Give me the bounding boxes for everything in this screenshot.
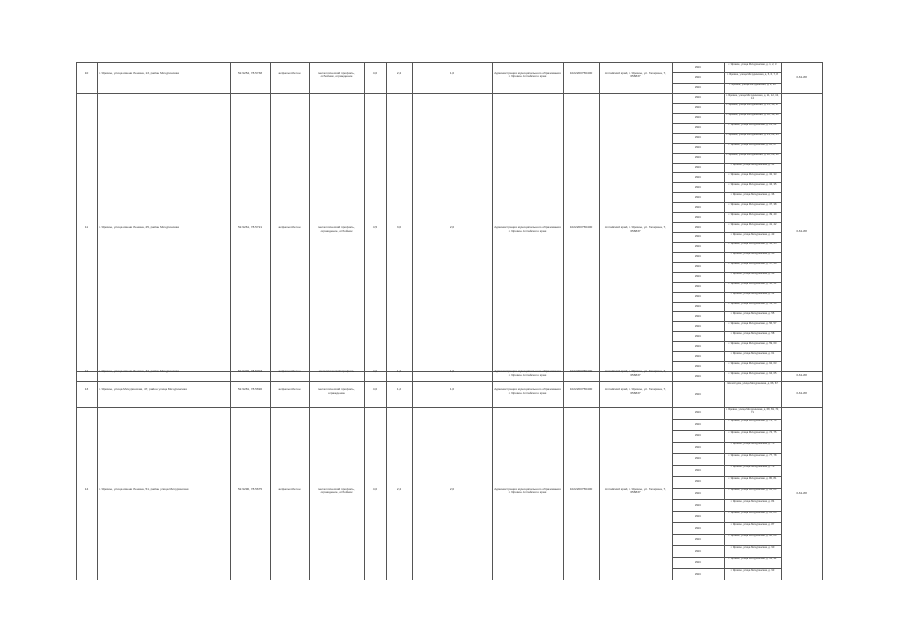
cell-phone: 3-61-88 (796, 75, 807, 79)
subrow-divider (672, 242, 781, 243)
subrow-divider (672, 568, 781, 569)
source-address: г. Яровое, улица Мичуринская, д. 61 (730, 351, 775, 355)
source-type: ИЖС (694, 136, 702, 140)
column-divider (230, 62, 231, 580)
subrow-divider (672, 262, 781, 263)
source-address: г. Яровое, улица Мичуринская, д. 21, 22 (728, 123, 777, 127)
cell-count: 1,0 (449, 370, 455, 373)
cell-surface: металлический профиль, ограждение, отбойник (318, 487, 355, 495)
column-divider (97, 62, 98, 580)
source-type: ИЖС (694, 314, 702, 318)
column-divider (822, 62, 823, 580)
source-type: ИЖС (694, 96, 702, 100)
subrow-divider (672, 232, 781, 233)
subrow-divider (672, 103, 781, 104)
source-type: ИЖС (694, 185, 702, 189)
source-address: г. Яровое, улица Мичуринская, д. 88, 89 (728, 534, 777, 538)
cell-area: 4,0 (372, 71, 378, 75)
source-address: г. Яровое, улица Мичуринская, д. 55 (730, 311, 775, 315)
cell-name: г. Яровое, улица имени Ленина, 25, район Мичуринская (99, 226, 180, 229)
source-address: г. Яровое, улица Мичуринская, д. 5, 6, 7, 8 (727, 72, 778, 76)
source-address: г. Яровое, улица Мичуринская, д. 53, 54 (728, 302, 777, 305)
source-type: ИЖС (694, 235, 702, 239)
cell-surface: металлический профиль, ограждение (318, 388, 355, 395)
cell-legal-addr: Алтайский край, г. Яровое, ул. Гагарина, 7, 658837 (604, 487, 667, 495)
cell-cover: асфальтобетон (278, 71, 301, 75)
subrow-divider (672, 133, 781, 134)
cell-volume: 3,0 (396, 226, 402, 229)
source-type: ИЖС (694, 245, 702, 249)
source-type: ИЖС (694, 126, 702, 130)
cell-owner: Администрация муниципального образования г. Яровое Алтайского края (494, 71, 561, 79)
cell-coords: 52.9270, 78.5703 (237, 370, 263, 373)
source-address: г. Яровое, улица Мичуринская, д. 47, 48 (728, 262, 777, 266)
source-type: ИЖС (694, 344, 702, 348)
source-address: г. Яровое, улица Мичуринская, д. 18, 19, 20 (726, 113, 779, 117)
source-address: г. Яровое, улица Мичуринская, д. 56, 57 (728, 321, 777, 325)
column-divider (781, 62, 782, 580)
source-type: ИЖС (694, 374, 702, 378)
cell-num: 10 (84, 71, 89, 75)
subrow-divider (672, 163, 781, 164)
source-type: ИЖС (694, 275, 702, 279)
cell-owner: Администрация муниципального образования г. Яровое Алтайского края (494, 226, 561, 233)
subrow-divider (672, 419, 781, 420)
cell-ogrn: 1022200756400 (569, 487, 593, 491)
source-address: г. Яровое, улица Мичуринская, д. 39, 40 (728, 212, 777, 216)
source-type: ИЖС (694, 86, 702, 90)
subrow-divider (672, 302, 781, 303)
cell-cover: асфальтобетон (278, 388, 301, 391)
source-address: г. Яровое, улица Мичуринская, д. 77, 78 (728, 453, 777, 457)
subrow-divider (672, 511, 781, 512)
cell-legal-addr: Алтайский край, г. Яровое, ул. Гагарина, 7, 658837 (604, 71, 667, 79)
subrow-divider (672, 113, 781, 114)
source-type: ИЖС (694, 334, 702, 338)
source-type: ИЖС (694, 457, 702, 461)
cell-name: г. Яровое, улица Мичуринская, 47, район улица Мичуринская (99, 388, 187, 391)
row-divider (76, 62, 823, 63)
cell-surface: металлический профиль (318, 370, 355, 373)
cell-num: 13 (84, 388, 89, 391)
source-type: ИЖС (694, 116, 702, 120)
cell-legal-addr: Алтайский край, г. Яровое, ул. Гагарина, 7, 658837 (604, 226, 667, 233)
source-type: ИЖС (694, 205, 702, 209)
source-address: г. Яровое, улица Мичуринская, д. 72, 73 (728, 419, 777, 423)
source-address: г. Яровое, улица Мичуринская, д. 32, 33 (728, 172, 777, 176)
column-divider (270, 62, 271, 580)
source-address: г. Яровое, улица Мичуринская, д. 34, 35 (728, 182, 777, 186)
source-type: ИЖС (694, 304, 702, 308)
source-address: г. Яровое, улица Мичуринская, д. 79 (730, 465, 775, 469)
source-address: г. Яровое, улица Мичуринская, д. 87 (730, 522, 775, 526)
source-type: ИЖС (694, 392, 702, 396)
cell-legal-addr: Алтайский край, г. Яровое, ул. Гагарина, 7, 658837 (604, 370, 667, 377)
cell-phone: 3-61-88 (796, 374, 807, 377)
subrow-divider (672, 153, 781, 154)
column-divider (76, 62, 77, 580)
subrow-divider (672, 212, 781, 213)
subrow-divider (672, 83, 781, 84)
subrow-divider (672, 292, 781, 293)
subrow-divider (672, 252, 781, 253)
cell-cover: асфальтобетон (278, 487, 301, 491)
column-divider (599, 62, 600, 580)
cell-phone: 3-61-88 (796, 491, 807, 495)
cell-area: 4,0 (372, 370, 378, 373)
cell-ogrn: 1022200756400 (569, 388, 593, 391)
source-address: г. Яровое, улица Мичуринская, д. 9, 10 (729, 83, 776, 87)
source-type: ИЖС (694, 76, 702, 79)
cell-count: 1,0 (449, 71, 455, 75)
cell-volume: 1,2 (396, 370, 402, 373)
source-type: ИЖС (694, 65, 702, 69)
cell-owner: Администрация муниципального образования г. Яровое Алтайского края (494, 388, 561, 395)
subrow-divider (672, 123, 781, 124)
source-address: г. Яровое, улица Мичуринская, д. 31 (730, 163, 775, 166)
source-type: ИЖС (694, 195, 702, 199)
cell-coords: 52.9290, 78.5675 (237, 487, 263, 491)
cell-ogrn: 1022200756400 (569, 226, 593, 229)
source-type: ИЖС (694, 106, 702, 110)
cell-surface: металлический профиль, ограждение, отбойник (318, 226, 355, 233)
source-type: ИЖС (694, 255, 702, 259)
subrow-divider (672, 321, 781, 322)
source-address: г. Яровое, улица Мичуринская, д. 28, 29, 30 (726, 153, 779, 157)
subrow-divider (672, 453, 781, 454)
source-type: ИЖС (694, 503, 702, 507)
source-type: ИЖС (694, 561, 702, 565)
source-type: ИЖС (694, 445, 702, 449)
source-type: ИЖС (694, 468, 702, 472)
column-divider (386, 62, 387, 580)
source-address: г. Яровое, улица Мичуринская, д. 37, 38 (728, 202, 777, 206)
column-divider (309, 62, 310, 580)
cell-cover: асфальтобетон (278, 226, 301, 229)
source-address: Жилой дом, улица Мичуринская, д. 66, 67 (727, 381, 778, 385)
source-type: ИЖС (694, 324, 702, 328)
source-type: ИЖС (694, 411, 702, 415)
source-address: г. Яровое, улица Мичуринская, д. 68, 69, 70, 71 (726, 407, 779, 414)
source-type: ИЖС (694, 156, 702, 160)
source-address: г. Яровое, улица Мичуринская, д. 36 (730, 192, 775, 196)
cell-count: 2,0 (449, 487, 455, 491)
source-address: г. Яровое, улица Мичуринская, д. 43 (730, 232, 775, 236)
cell-volume: 1,2 (396, 388, 402, 391)
source-address: г. Яровое, улица Мичуринская, д. 52 (730, 292, 775, 296)
cell-count: 2,0 (449, 226, 455, 229)
cell-name: г. Яровое, улица имени Ленина, 13, район Мичуринская (99, 71, 180, 75)
cell-count: 1,0 (449, 388, 455, 391)
cell-volume: 2,4 (396, 487, 402, 491)
cell-cover: асфальтобетон (278, 370, 301, 373)
source-type: ИЖС (694, 572, 702, 576)
source-type: ИЖС (694, 515, 702, 519)
subrow-divider (672, 430, 781, 431)
source-address: г. Яровое, улица Мичуринская, д. 58 (730, 331, 775, 335)
cell-num: 11 (84, 226, 89, 229)
subrow-divider (672, 522, 781, 523)
source-address: г. Яровое, улица Мичуринская, д. 41, 42 (728, 222, 777, 226)
subrow-divider (672, 311, 781, 312)
cell-coords: 52.9281, 78.5690 (237, 388, 263, 391)
cell-coords: 52.9261, 78.5721 (237, 226, 263, 229)
source-type: ИЖС (694, 215, 702, 219)
cell-owner: Администрация муниципального образования г. Яровое Алтайского края (494, 370, 561, 377)
source-type: ИЖС (694, 549, 702, 553)
source-type: ИЖС (694, 364, 702, 368)
cell-area: 4,5 (372, 226, 378, 229)
source-address: г. Яровое, улица Мичуринская, д. 46 (730, 252, 775, 256)
source-type: ИЖС (694, 225, 702, 229)
subrow-divider (672, 476, 781, 477)
subrow-divider (672, 331, 781, 332)
source-type: ИЖС (694, 285, 702, 289)
source-type: ИЖС (694, 480, 702, 484)
source-address: г. Яровое, улица Мичуринская, д. 76 (730, 442, 775, 446)
source-address: г. Яровое, улица Мичуринская, д. 44, 45 (728, 242, 777, 246)
source-address: г. Яровое, улица Мичуринская, д. 11, 12, 13, 14 (726, 93, 779, 100)
source-address: г. Яровое, улица Мичуринская, д. 74, 75 (728, 430, 777, 434)
source-type: ИЖС (694, 265, 702, 269)
cell-ogrn: 1022200756400 (569, 370, 593, 373)
registry-table (76, 62, 823, 580)
row-divider (76, 93, 823, 94)
subrow-divider (672, 499, 781, 500)
source-type: ИЖС (694, 354, 702, 358)
subrow-divider (672, 361, 781, 362)
subrow-divider (672, 182, 781, 183)
cell-area: 4,0 (372, 487, 378, 491)
source-address: г. Яровое, улица Мичуринская, д. 85, 86 (728, 511, 777, 515)
source-address: г. Яровое, улица Мичуринская, д. 82, 83 (728, 488, 777, 492)
cell-area: 4,0 (372, 388, 378, 391)
source-address: г. Яровое, улица Мичуринская, д. 23, 24, 25 (726, 133, 779, 137)
subrow-divider (672, 557, 781, 558)
source-type: ИЖС (694, 526, 702, 530)
source-type: ИЖС (694, 295, 702, 299)
column-divider (563, 62, 564, 580)
cell-name: г. Яровое, улица имени Ленина, 34, район Мичуринская (99, 370, 180, 373)
subrow-divider (672, 341, 781, 342)
subrow-divider (672, 534, 781, 535)
cell-volume: 2,4 (396, 71, 402, 75)
column-divider (412, 62, 413, 580)
source-type: ИЖС (694, 146, 702, 150)
subrow-divider (672, 488, 781, 489)
source-address: г. Яровое, улица Мичуринская, д. 50, 51 (728, 282, 777, 286)
source-address: г. Яровое, улица Мичуринская, д. 59, 60 (728, 341, 777, 345)
subrow-divider (672, 442, 781, 443)
source-address: г. Яровое, улица Мичуринская, д. 64, 65 (728, 371, 777, 375)
cell-owner: Администрация муниципального образования г. Яровое Алтайского края (494, 487, 561, 495)
subrow-divider (672, 222, 781, 223)
cell-phone: 3-61-88 (796, 392, 807, 395)
source-address: г. Яровое, улица Мичуринская, д. 15, 16, 17 (726, 103, 779, 107)
source-type: ИЖС (694, 175, 702, 179)
source-address: г. Яровое, улица Мичуринская, д. 91, 92 (728, 557, 777, 561)
source-address: г. Яровое, улица Мичуринская, д. 62, 63 (728, 361, 777, 365)
source-address: г. Яровое, улица Мичуринская, д. 26, 27 (728, 143, 777, 147)
source-address: г. Яровое, улица Мичуринская, д. 90 (730, 545, 775, 549)
row-divider (76, 407, 823, 408)
cell-ogrn: 1022200756400 (569, 71, 593, 75)
cell-surface: металлический профиль, отбойник, ограждение (318, 71, 355, 79)
subrow-divider (672, 272, 781, 273)
source-address: г. Яровое, улица Мичуринская, д. 84 (730, 499, 775, 503)
source-address: г. Яровое, улица Мичуринская, д. 93 (730, 568, 775, 572)
subrow-divider (672, 282, 781, 283)
subrow-divider (672, 351, 781, 352)
source-type: ИЖС (694, 422, 702, 426)
cell-coords: 52.9254, 78.5738 (237, 71, 263, 75)
source-address: г. Яровое, улица Мичуринская, д. 80, 81 (728, 476, 777, 480)
subrow-divider (672, 202, 781, 203)
cell-name: г. Яровое, улица имени Ленина, 51, район улица Мичуринская (99, 487, 189, 491)
cell-num: 12 (84, 370, 89, 373)
source-type: ИЖС (694, 538, 702, 542)
source-address: г. Яровое, улица Мичуринская, д. 1, 2, 3 (728, 62, 777, 66)
source-address: г. Яровое, улица Мичуринская, д. 49 (730, 272, 775, 276)
subrow-divider (672, 192, 781, 193)
source-type: ИЖС (694, 492, 702, 495)
cell-legal-addr: Алтайский край, г. Яровое, ул. Гагарина, 7, 658837 (604, 388, 667, 395)
cell-num: 14 (84, 487, 89, 491)
cell-phone: 3-61-88 (796, 230, 807, 233)
subrow-divider (672, 465, 781, 466)
column-divider (492, 62, 493, 580)
subrow-divider (672, 72, 781, 73)
subrow-divider (672, 545, 781, 546)
column-divider (364, 62, 365, 580)
subrow-divider (672, 172, 781, 173)
source-type: ИЖС (694, 165, 702, 169)
source-type: ИЖС (694, 434, 702, 438)
subrow-divider (672, 143, 781, 144)
